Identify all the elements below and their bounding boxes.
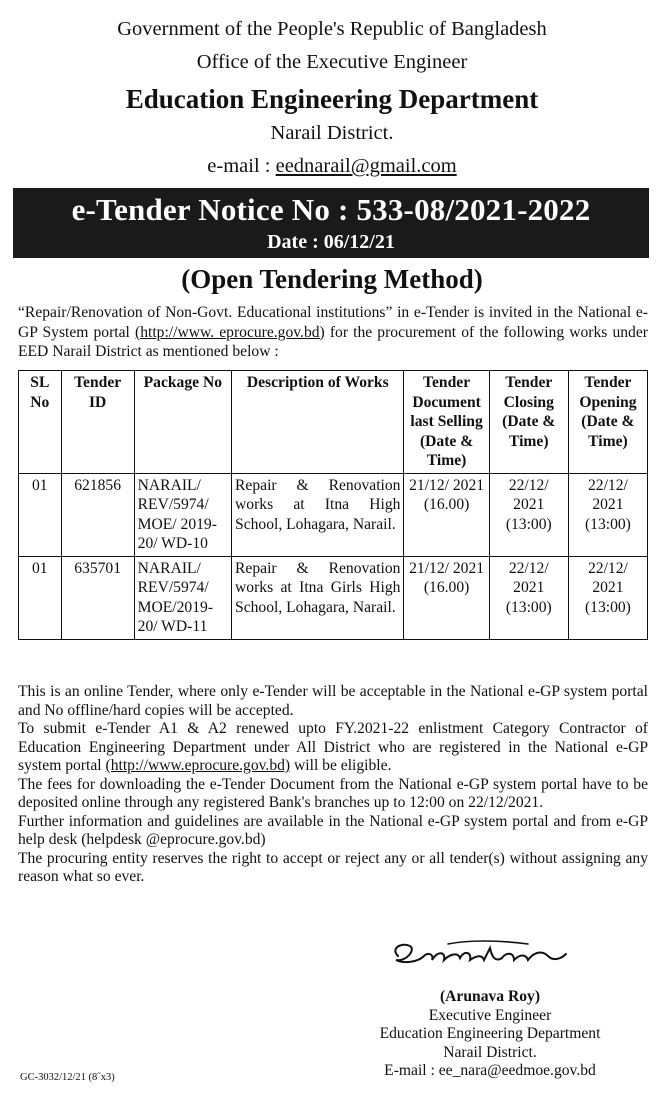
signatory-email: E-mail : ee_nara@eedmoe.gov.bd	[384, 1062, 596, 1079]
note-information: Further information and guidelines are available in the National e-GP system portal and from e-GP help desk (helpdesk @eprocure.gov.bd)	[18, 812, 648, 848]
department-title: Education Engineering Department	[125, 84, 539, 114]
note-fees: The fees for downloading the e-Tender Document from the National e-GP system portal have to be deposited online through any registered Bank's branches up to 12:00 on 22/12/2021.	[18, 775, 648, 811]
cell-selling: 21/12/ 2021 (16.00)	[404, 473, 489, 556]
col-header-closing: Tender Closing (Date & Time)	[489, 371, 568, 474]
note-eligibility-text: To submit e-Tender A1 & A2 renewed upto FY.2021-22 enlistment Category Contractor of Education Engineering Department under All District who are registered in the National e-GP system portal	[18, 720, 648, 774]
government-line: Government of the People's Republic of Bangladesh	[117, 18, 547, 40]
signatory-department: Education Engineering Department	[379, 1025, 601, 1042]
notes-section	[18, 683, 648, 887]
signatory-district: Narail District.	[443, 1043, 537, 1061]
cell-selling: 21/12/ 2021 (16.00)	[404, 556, 489, 639]
note-rights: The procuring entity reserves the right to accept or reject any or all tender(s) without assigning any reason what so ever.	[18, 849, 648, 885]
tender-table	[18, 370, 648, 640]
note-eligibility-end: will be eligible.	[290, 757, 392, 774]
cell-description: Repair & Renovation works at Itna High School, Lohagara, Narail.	[232, 473, 404, 556]
notice-title: e-Tender Notice No : 533-08/2021-2022	[71, 192, 591, 227]
intro-paragraph	[18, 303, 648, 362]
col-header-selling: Tender Document last Selling (Date & Time)	[404, 371, 489, 474]
cell-opening: 22/12/ 2021 (13:00)	[568, 473, 647, 556]
col-header-tender-id: Tender ID	[61, 371, 134, 474]
table-row	[19, 556, 648, 639]
table-header-row	[19, 371, 648, 474]
tender-method: (Open Tendering Method)	[181, 264, 483, 294]
eprocure-link-2[interactable]: (http://www.eprocure.gov.bd)	[105, 757, 291, 774]
notice-date: Date : 06/12/21	[267, 231, 395, 253]
notice-banner	[13, 188, 649, 258]
cell-tender-id: 621856	[61, 473, 134, 556]
cell-tender-id: 635701	[61, 556, 134, 639]
cell-closing: 22/12/ 2021 (13:00)	[489, 473, 568, 556]
note-eligibility	[18, 720, 648, 776]
gc-reference: GC-3032/12/21 (8˝x3)	[20, 1072, 115, 1083]
cell-sl: 01	[19, 556, 62, 639]
email-link[interactable]: eednarail@gmail.com	[275, 155, 457, 177]
signature-image	[388, 936, 572, 972]
intro-text-end: for the procurement of the following works under EED Narail District as mentioned below :	[18, 323, 648, 360]
office-line: Office of the Executive Engineer	[196, 51, 468, 73]
eprocure-link[interactable]: (http://www. eprocure.gov.bd)	[135, 323, 325, 341]
email-label: e-mail :	[207, 155, 276, 177]
col-header-sl: SL No	[19, 371, 62, 474]
signatory-block	[340, 988, 640, 1081]
col-header-description: Description of Works	[232, 371, 404, 474]
district-line: Narail District.	[270, 122, 394, 144]
table-row	[19, 473, 648, 556]
signatory-designation: Executive Engineer	[428, 1006, 552, 1024]
col-header-package: Package No	[134, 371, 231, 474]
cell-description: Repair & Renovation works at Itna Girls High School, Lohagara, Narail.	[232, 556, 404, 639]
signatory-name: (Arunava Roy)	[439, 988, 541, 1005]
intro-text-start: “Repair/Renovation of Non-Govt. Educational institutions” in e-Tender is invited in the National e-GP System portal	[18, 304, 648, 341]
cell-sl: 01	[19, 473, 62, 556]
cell-package: NARAIL/ REV/5974/ MOE/ 2019-20/ WD-10	[134, 473, 231, 556]
cell-package: NARAIL/ REV/5974/ MOE/2019-20/ WD-11	[134, 556, 231, 639]
email-line	[0, 154, 664, 178]
note-online-tender: This is an online Tender, where only e-Tender will be acceptable in the National e-GP system portal and No offline/hard copies will be accepted.	[18, 683, 648, 719]
cell-closing: 22/12/ 2021 (13:00)	[489, 556, 568, 639]
cell-opening: 22/12/ 2021 (13:00)	[568, 556, 647, 639]
col-header-opening: Tender Opening (Date & Time)	[568, 371, 647, 474]
signature-stroke	[395, 945, 566, 962]
signature-underline	[448, 941, 528, 944]
